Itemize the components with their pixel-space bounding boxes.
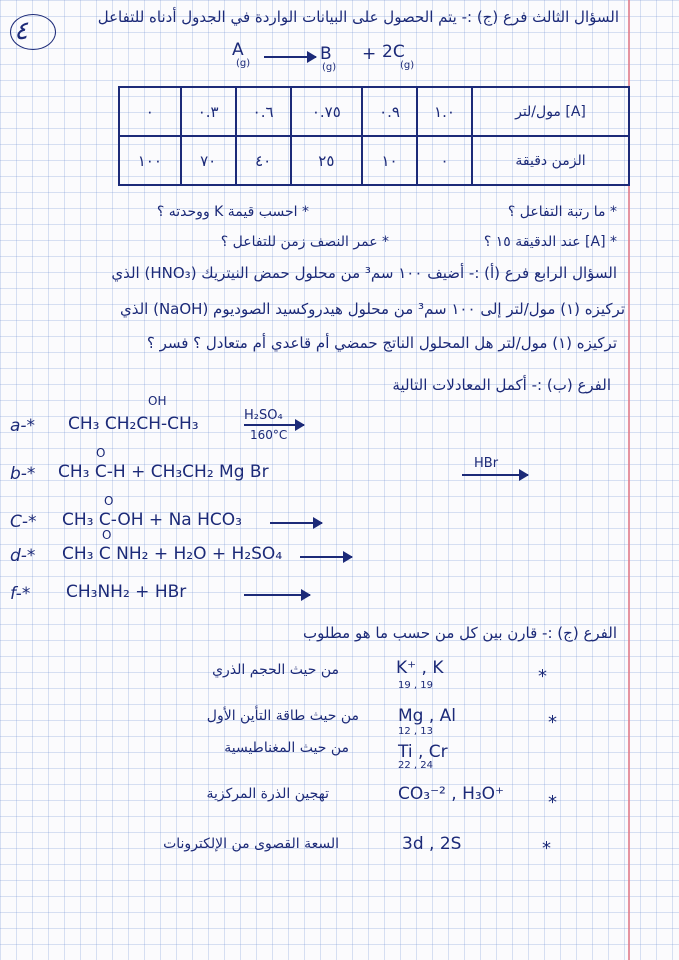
table-cell: ١.٠ [417,87,472,136]
table-cell: ٤٠ [236,136,291,185]
table-cell: ١٠ [362,136,417,185]
eq-b-label: b-* [10,464,36,484]
reactant-state: (g) [236,58,251,69]
compare-2-criterion: من حيث طاقة التأين الأول [206,708,359,724]
q3-header: السؤال الثالث فرع (ج) :- يتم الحصول على البيانات الواردة في الجدول أدناه للتفاعل [97,8,619,26]
concentration-time-table [118,86,630,186]
table-cell: ٠.٧٥ [291,87,362,136]
eq-a-label: a-* [10,416,36,436]
compare-2-pair: Mg , Al [398,706,457,726]
compare-3-criterion: من حيث المغناطيسية [224,740,349,756]
compare-4-criterion: تهجين الذرة المركزية [206,786,329,802]
compare-2-bullet: * [548,712,557,733]
row-label-time: الزمن دقيقة [472,136,629,185]
reaction-arrow [264,56,316,58]
table-cell: ٠.٦ [236,87,291,136]
compare-4-bullet: * [548,792,557,813]
table-cell: ١٠٠ [119,136,181,185]
compare-1-criterion: من حيث الحجم الذري [212,662,339,678]
table-cell: ٠.٣ [181,87,236,136]
branch-c-header: الفرع (ج) :- قارن بين كل من حسب ما هو مطلوب [303,624,617,642]
table-row [119,87,629,136]
q4-line-3: تركيزه (١) مول/لتر هل المحلول الناتج حمضي أم قاعدي أم متعادل ؟ فسر ؟ [146,334,617,352]
compare-4-pair: CO₃⁻² , H₃O⁺ [398,784,505,804]
eq-b-carbonyl: O [96,446,106,460]
plus-sign: + [362,44,377,64]
eq-c-label: C-* [10,512,37,532]
eq-c-carbonyl: O [104,494,114,508]
compare-2-numbers: 12 , 13 [398,726,433,737]
eq-c-formula: CH₃ C-OH + Na HCO₃ [62,510,242,530]
compare-3-pair: Ti , Cr [398,742,448,762]
table-cell: ٠ [417,136,472,185]
task-half-life: * عمر النصف زمن للتفاعل ؟ [220,234,389,250]
page-number: ٤ [14,16,28,46]
q4-line-2: تركيزه (١) مول/لتر إلى ١٠٠ سم³ من محلول هيدروكسيد الصوديوم (NaOH) الذي [119,300,625,318]
table-row [119,136,629,185]
eq-a-catalyst: H₂SO₄ [244,408,283,423]
eq-b-reagent: HBr [474,456,499,471]
eq-a-temperature: 160°C [250,428,288,442]
table-cell: ٢٥ [291,136,362,185]
table-cell: ٠ [119,87,181,136]
compare-1-pair: K⁺ , K [396,658,444,678]
eq-d-carbonyl: O [102,528,112,542]
eq-a-formula: CH₃ CH₂CH-CH₃ [68,414,199,434]
eq-f-arrow [244,594,310,596]
product-c: 2C [382,42,405,62]
task-reaction-order: * ما رتبة التفاعل ؟ [507,204,617,220]
compare-5-bullet: * [542,838,551,859]
task-conc-at-15: * [A] عند الدقيقة ١٥ ؟ [483,234,617,250]
compare-5-criterion: السعة القصوى من الإلكترونات [163,836,339,852]
row-label-concentration: [A] مول/لتر [472,87,629,136]
eq-b-formula: CH₃ C-H + CH₃CH₂ Mg Br [58,462,269,482]
eq-d-formula: CH₃ C NH₂ + H₂O + H₂SO₄ [62,544,283,564]
product-b-state: (g) [322,62,337,73]
eq-f-label: f-* [10,584,31,604]
eq-b-arrow [462,474,528,476]
task-calc-k: * احسب قيمة K ووحدته ؟ [156,204,309,220]
eq-f-formula: CH₃NH₂ + HBr [66,582,187,602]
eq-a-arrow [244,424,304,426]
eq-d-label: d-* [10,546,36,566]
eq-d-arrow [300,556,352,558]
product-b: B [320,44,332,64]
eq-c-arrow [270,522,322,524]
q4-line-1: السؤال الرابع فرع (أ) :- أضيف ١٠٠ سم³ من محلول حمض النيتريك (HNO₃) الذي [111,264,617,282]
product-c-state: (g) [400,60,415,71]
compare-1-bullet: * [538,666,547,687]
eq-a-substituent: OH [148,394,167,408]
table-cell: ٧٠ [181,136,236,185]
branch-b-header: الفرع (ب) :- أكمل المعادلات التالية [392,376,611,394]
reactant: A [232,40,244,60]
compare-3-numbers: 22 , 24 [398,760,433,771]
compare-1-numbers: 19 , 19 [398,680,433,691]
table-cell: ٠.٩ [362,87,417,136]
compare-5-pair: 3d , 2S [402,834,462,854]
